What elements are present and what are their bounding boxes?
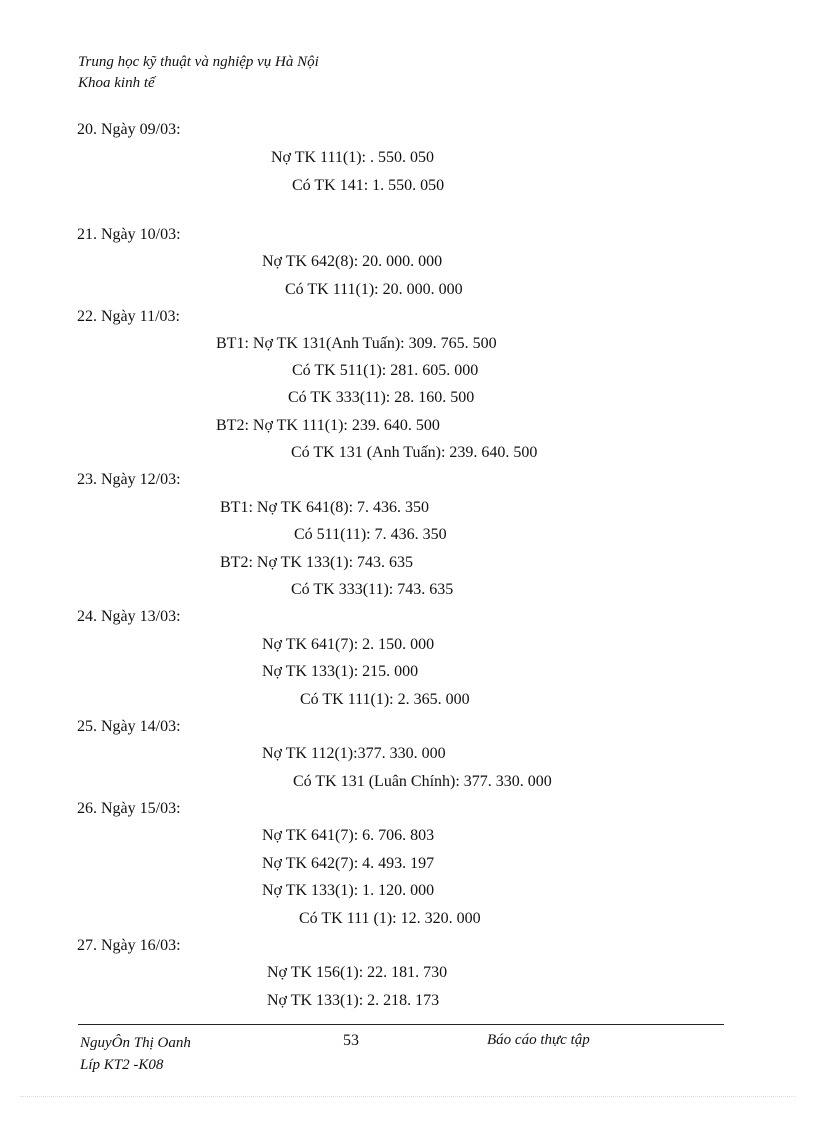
entry-line: Có TK 511(1): 281. 605. 000 xyxy=(292,362,479,379)
entry-date-heading: 24. Ngày 13/03: xyxy=(77,608,181,625)
entry-line: Nợ TK 133(1): 1. 120. 000 xyxy=(262,882,435,899)
entry-line: Nợ TK 642(8): 20. 000. 000 xyxy=(262,253,443,270)
entry-date-heading: 21. Ngày 10/03: xyxy=(77,226,181,243)
entry-date-heading: 23. Ngày 12/03: xyxy=(77,471,181,488)
page-bottom-border xyxy=(20,1096,796,1097)
entry-line: Nợ TK 111(1): . 550. 050 xyxy=(271,149,434,166)
author-name: NguyÔn Thị Oanh xyxy=(80,1035,191,1051)
entry-line: Nợ TK 156(1): 22. 181. 730 xyxy=(267,964,448,981)
entry-line: Có TK 141: 1. 550. 050 xyxy=(292,177,445,194)
entry-line: BT1: Nợ TK 131(Anh Tuấn): 309. 765. 500 xyxy=(216,335,497,352)
entry-line: BT2: Nợ TK 133(1): 743. 635 xyxy=(220,554,414,571)
page-header xyxy=(78,52,319,94)
school-name: Trung học kỹ thuật và nghiệp vụ Hà Nội xyxy=(78,54,319,70)
entry-line: BT1: Nợ TK 641(8): 7. 436. 350 xyxy=(220,499,430,516)
entry-line: Nợ TK 642(7): 4. 493. 197 xyxy=(262,855,435,872)
author-class: Líp KT2 -K08 xyxy=(80,1057,164,1073)
entry-line: Có TK 111(1): 20. 000. 000 xyxy=(285,281,463,298)
footer-author xyxy=(80,1032,191,1076)
entry-line: Có TK 333(11): 28. 160. 500 xyxy=(288,389,475,406)
entry-date-heading: 27. Ngày 16/03: xyxy=(77,937,181,954)
entry-date-heading: 25. Ngày 14/03: xyxy=(77,718,181,735)
page-number: 53 xyxy=(343,1032,359,1049)
entry-line: Có TK 333(11): 743. 635 xyxy=(291,581,454,598)
footer-divider xyxy=(78,1024,724,1025)
entry-line: Nợ TK 641(7): 6. 706. 803 xyxy=(262,827,435,844)
entry-line: Có TK 131 (Luân Chính): 377. 330. 000 xyxy=(293,773,552,790)
entry-date-heading: 20. Ngày 09/03: xyxy=(77,121,181,138)
entry-line: Có TK 131 (Anh Tuấn): 239. 640. 500 xyxy=(291,444,538,461)
department-name: Khoa kinh tế xyxy=(78,75,155,91)
entry-line: BT2: Nợ TK 111(1): 239. 640. 500 xyxy=(216,417,440,434)
entry-date-heading: 22. Ngày 11/03: xyxy=(77,308,180,325)
entry-line: Nợ TK 133(1): 215. 000 xyxy=(262,663,419,680)
entry-line: Nợ TK 133(1): 2. 218. 173 xyxy=(267,992,440,1009)
report-title: Báo cáo thực tập xyxy=(487,1032,590,1048)
entry-line: Nợ TK 112(1):377. 330. 000 xyxy=(262,745,446,762)
entry-line: Có 511(11): 7. 436. 350 xyxy=(294,526,447,543)
entry-line: Nợ TK 641(7): 2. 150. 000 xyxy=(262,636,435,653)
entry-line: Có TK 111(1): 2. 365. 000 xyxy=(300,691,470,708)
entry-line: Có TK 111 (1): 12. 320. 000 xyxy=(299,910,481,927)
entry-date-heading: 26. Ngày 15/03: xyxy=(77,800,181,817)
